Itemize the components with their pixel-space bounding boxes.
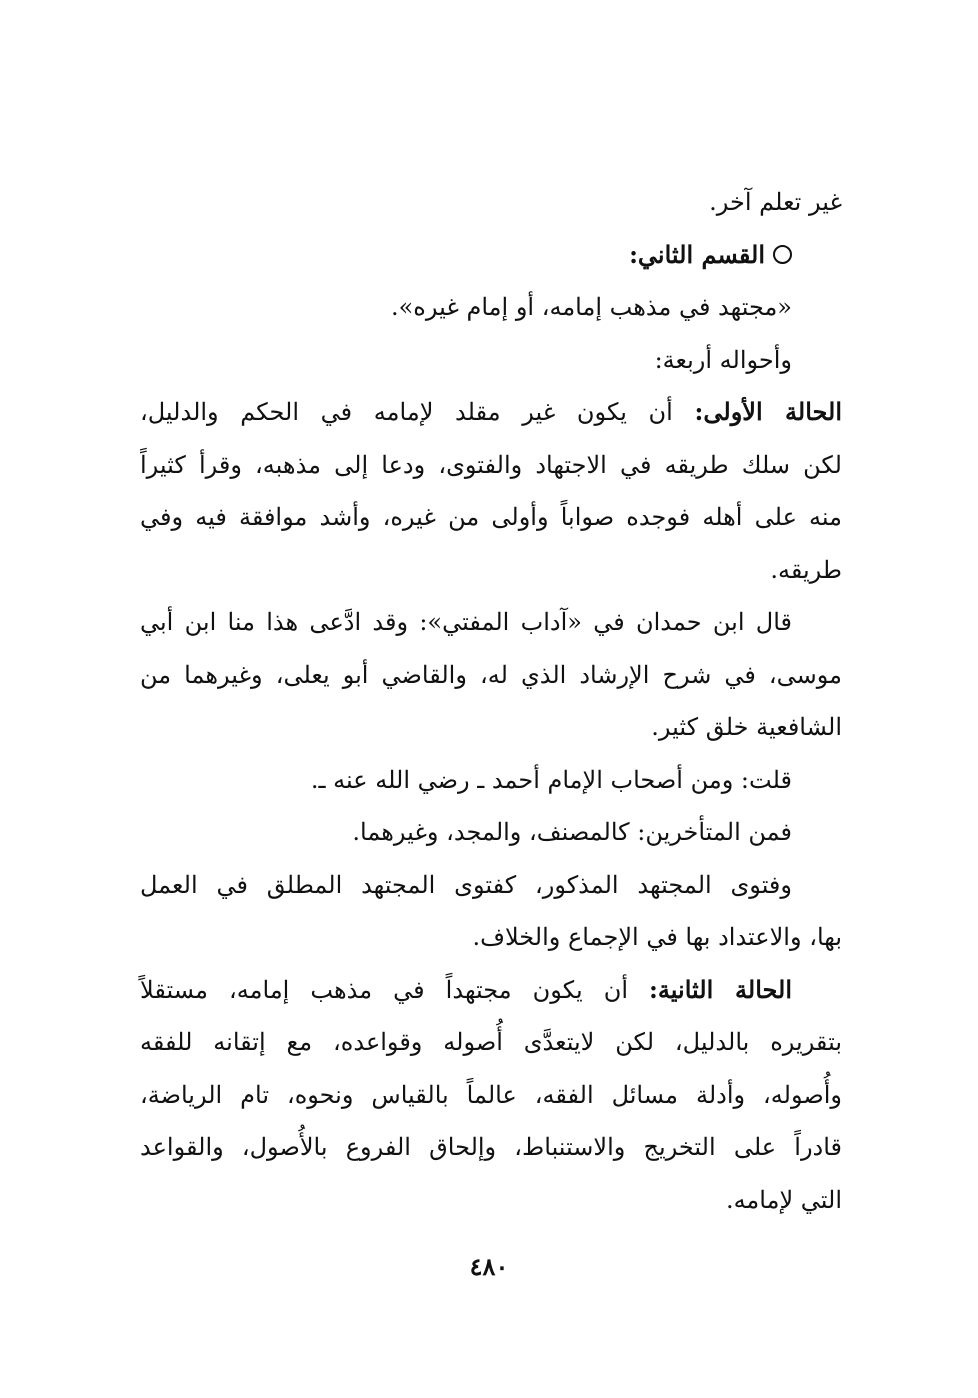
text-line	[140, 229, 842, 282]
line-text: أن يكون مجتهداً في مذهب إمامه، مستقلاً	[140, 975, 650, 1004]
text-line	[140, 334, 842, 387]
text-line	[140, 281, 842, 334]
line-text: بها، والاعتداد بها في الإجماع والخلاف.	[472, 923, 842, 951]
line-text: طريقه.	[770, 555, 842, 584]
text-line	[140, 806, 842, 859]
text-line	[140, 544, 842, 597]
text-line	[140, 1121, 842, 1174]
text-line	[140, 596, 842, 649]
case-heading: الحالة الثانية:	[649, 974, 792, 1004]
text-line	[140, 1174, 842, 1227]
line-text: التي لإمامه.	[725, 1185, 842, 1214]
text-line	[140, 911, 842, 964]
line-text: منه على أهله فوجده صواباً وأولى من غيره، وأشد موافقة فيه وفي	[140, 503, 842, 531]
line-text: وفتوى المجتهد المذكور، كفتوى المجتهد المطلق في العمل	[140, 870, 792, 899]
text-line	[140, 859, 842, 912]
text-line	[140, 649, 842, 702]
line-text: الشافعية خلق كثير.	[651, 713, 842, 741]
text-line	[140, 754, 842, 807]
body-text	[140, 176, 842, 1226]
text-line	[140, 1069, 842, 1122]
line-text: لكن سلك طريقه في الاجتهاد والفتوى، ودعا إلى مذهبه، وقرأ كثيراً	[140, 450, 842, 479]
page-number: ٤٨٠	[469, 1252, 509, 1281]
line-text: قلت: ومن أصحاب الإمام أحمد ـ رضي الله عنه ـ.	[310, 765, 792, 794]
line-text: بتقريره بالدليل، لكن لايتعدَّى أُصوله وقواعده، مع إتقانه للفقه	[140, 1028, 842, 1056]
line-text: وأُصوله، وأدلة مسائل الفقه، عالماً بالقياس ونحوه، تام الرياضة،	[140, 1080, 842, 1109]
text-line	[140, 701, 842, 754]
line-text: وأحواله أربعة:	[654, 345, 792, 374]
text-line	[140, 964, 842, 1017]
line-text: موسى، في شرح الإرشاد الذي له، والقاضي أبو يعلى، وغيرهما من	[140, 660, 842, 689]
line-text: قادراً على التخريج والاستنباط، وإلحاق الفروع بالأُصول، والقواعد	[140, 1133, 842, 1161]
text-line	[140, 1016, 842, 1069]
text-line	[140, 491, 842, 544]
line-text: غير تعلم آخر.	[709, 188, 842, 216]
line-text: قال ابن حمدان في «آداب المفتي»: وقد ادَّعى هذا منا ابن أبي	[140, 608, 792, 636]
text-line	[140, 176, 842, 229]
line-text: فمن المتأخرين: كالمصنف، والمجد، وغيرهما.	[352, 818, 792, 846]
section-heading: القسم الثاني:	[629, 239, 765, 269]
line-text: أن يكون غير مقلد لإمامه في الحكم والدليل،	[140, 398, 695, 426]
text-line	[140, 439, 842, 492]
case-heading: الحالة الأولى:	[694, 397, 842, 426]
text-line	[140, 386, 842, 439]
circle-icon	[773, 245, 792, 264]
line-text: «مجتهد في مذهب إمامه، أو إمام غيره».	[390, 293, 792, 321]
